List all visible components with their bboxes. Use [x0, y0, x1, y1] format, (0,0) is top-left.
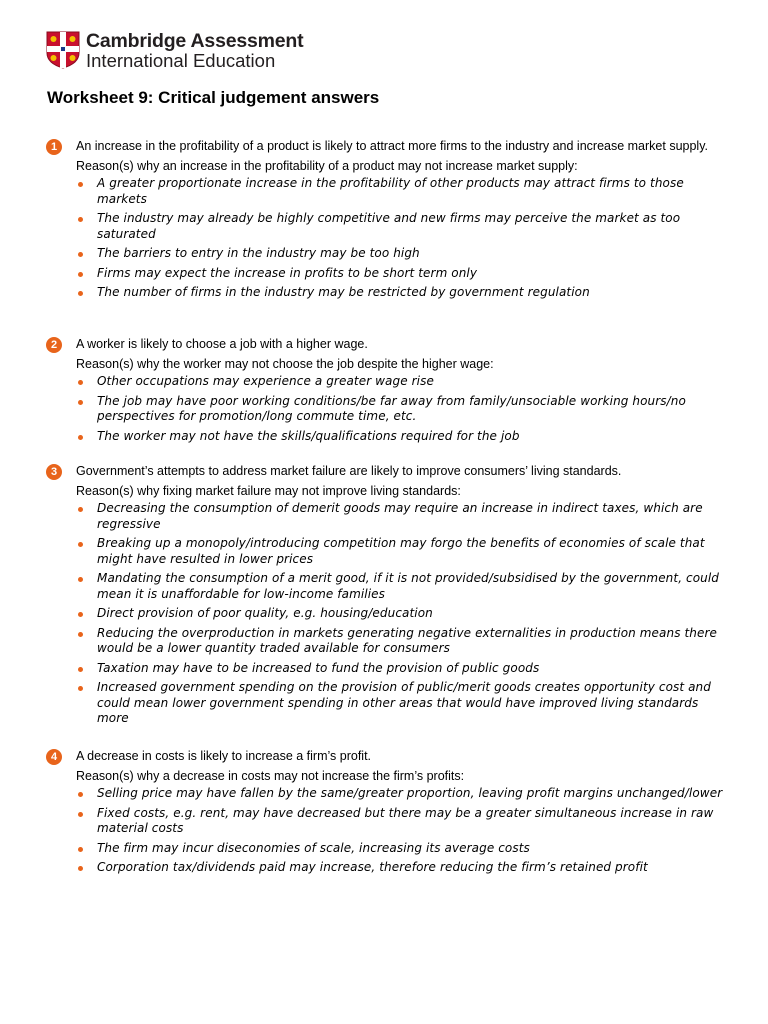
bullet-icon — [78, 272, 83, 277]
question-statement: Government’s attempts to address market failure are likely to improve consumers’ living standards. — [76, 464, 622, 478]
bullet-icon — [78, 400, 83, 405]
page-title: Worksheet 9: Critical judgement answers — [47, 88, 380, 107]
reason-label: Reason(s) why fixing market failure may not improve living standards: — [76, 484, 461, 498]
answer-item: Other occupations may experience a greater wage rise — [76, 374, 726, 390]
answer-item: Fixed costs, e.g. rent, may have decreased but there may be a greater simultaneous increase in raw material costs — [76, 806, 726, 837]
answer-item: Increased government spending on the provision of public/merit goods creates opportunity cost and could mean lower government spending in other areas that would have improved living standards more — [76, 680, 726, 727]
bullet-icon — [78, 217, 83, 222]
question-statement: A worker is likely to choose a job with a higher wage. — [76, 337, 368, 351]
bullet-icon — [78, 435, 83, 440]
answer-list — [76, 374, 726, 444]
bullet-icon — [78, 182, 83, 187]
question-number-badge: 3 — [46, 464, 62, 480]
question-number-badge: 1 — [46, 139, 62, 155]
answer-item: Taxation may have to be increased to fund the provision of public goods — [76, 661, 726, 677]
question-4 — [46, 749, 726, 880]
reason-label: Reason(s) why the worker may not choose the job despite the higher wage: — [76, 357, 494, 371]
question-1 — [46, 139, 726, 305]
answer-item: Direct provision of poor quality, e.g. housing/education — [76, 606, 726, 622]
answer-item: The barriers to entry in the industry may be too high — [76, 246, 726, 262]
answer-item: Decreasing the consumption of demerit goods may require an increase in indirect taxes, which are regressive — [76, 501, 726, 532]
answer-item: Selling price may have fallen by the same/greater proportion, leaving profit margins unchanged/lower — [76, 786, 726, 802]
question-statement: A decrease in costs is likely to increase a firm’s profit. — [76, 749, 372, 763]
answer-list — [76, 176, 726, 301]
bullet-icon — [78, 612, 83, 617]
reason-label: Reason(s) why an increase in the profitability of a product may not increase market supply: — [76, 159, 578, 173]
answer-item: Reducing the overproduction in markets generating negative externalities in production means there would be a lower quantity traded available for consumers — [76, 626, 726, 657]
question-number-badge: 4 — [46, 749, 62, 765]
answer-item: The worker may not have the skills/qualifications required for the job — [76, 429, 726, 445]
header — [46, 31, 303, 71]
bullet-icon — [78, 380, 83, 385]
answer-list — [76, 501, 726, 727]
question-statement: An increase in the profitability of a product is likely to attract more firms to the industry and increase market supply. — [76, 139, 708, 153]
answer-item: Corporation tax/dividends paid may increase, therefore reducing the firm’s retained profit — [76, 860, 726, 876]
bullet-icon — [78, 847, 83, 852]
reason-label: Reason(s) why a decrease in costs may not increase the firm’s profits: — [76, 769, 465, 783]
bullet-icon — [78, 632, 83, 637]
bullet-icon — [78, 291, 83, 296]
question-number-badge: 2 — [46, 337, 62, 353]
brand-line1: Cambridge Assessment — [86, 30, 304, 52]
answer-list — [76, 786, 726, 876]
question-3 — [46, 464, 726, 731]
question-2 — [46, 337, 726, 448]
answer-item: The number of firms in the industry may be restricted by government regulation — [76, 285, 726, 301]
bullet-icon — [78, 507, 83, 512]
bullet-icon — [78, 866, 83, 871]
bullet-icon — [78, 252, 83, 257]
bullet-icon — [78, 577, 83, 582]
brand-name — [86, 31, 303, 70]
answer-item: A greater proportionate increase in the profitability of other products may attract firms to those markets — [76, 176, 726, 207]
brand-line2: International Education — [86, 50, 276, 71]
answer-item: Breaking up a monopoly/introducing competition may forgo the benefits of economies of scale that might have resulted in lower prices — [76, 536, 726, 567]
bullet-icon — [78, 812, 83, 817]
bullet-icon — [78, 542, 83, 547]
answer-item: Firms may expect the increase in profits to be short term only — [76, 266, 726, 282]
bullet-icon — [78, 667, 83, 672]
bullet-icon — [78, 686, 83, 691]
answer-item: The job may have poor working conditions/be far away from family/unsociable working hours/no perspectives for promotion/long commute time, etc. — [76, 394, 726, 425]
answer-item: Mandating the consumption of a merit good, if it is not provided/subsidised by the government, could mean it is unaffordable for low-income families — [76, 571, 726, 602]
answer-item: The industry may already be highly competitive and new firms may perceive the market as too saturated — [76, 211, 726, 242]
cambridge-crest-icon — [46, 31, 80, 69]
answer-item: The firm may incur diseconomies of scale, increasing its average costs — [76, 841, 726, 857]
bullet-icon — [78, 792, 83, 797]
